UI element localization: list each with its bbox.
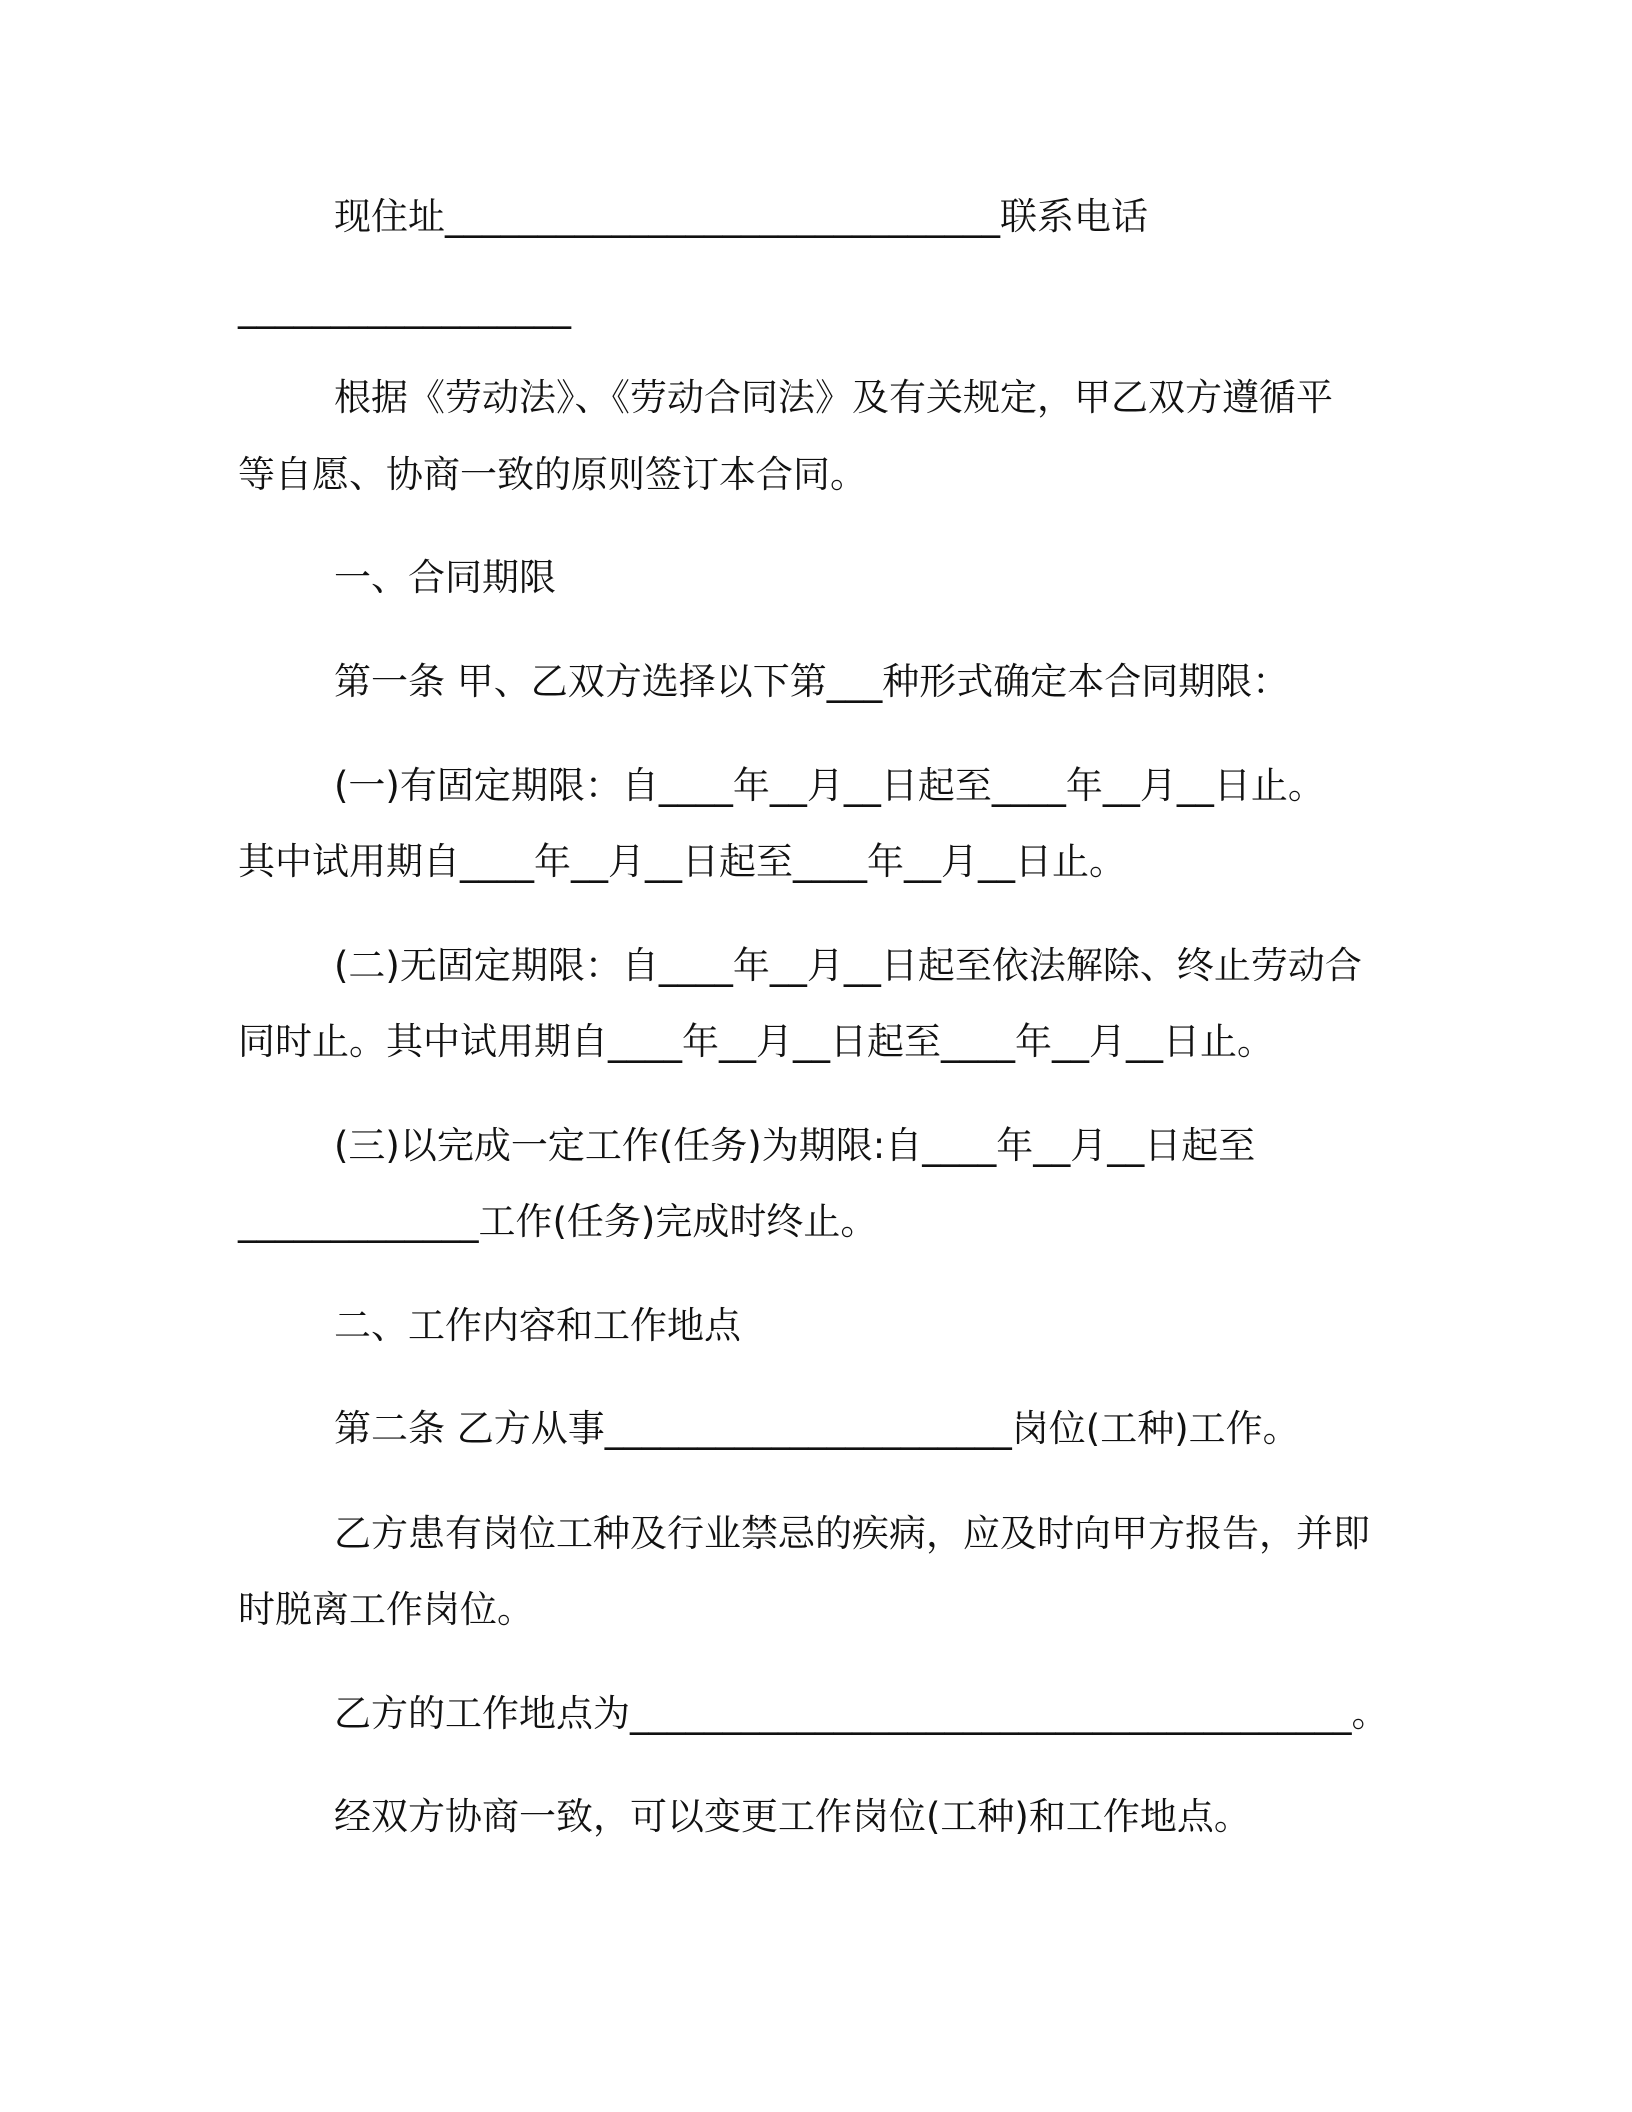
work-location-line: 乙方的工作地点为_______________________________________。	[334, 1692, 1389, 1735]
open-term-line-2: 同时止。其中试用期自____年__月__日起至____年__月__日止。	[238, 1020, 1274, 1063]
disease-clause-line-2: 时脱离工作岗位。	[238, 1588, 534, 1631]
preamble-line-2: 等自愿、协商一致的原则签订本合同。	[238, 453, 867, 496]
open-term-line-1: (二)无固定期限：自____年__月__日起至依法解除、终止劳动合	[334, 944, 1362, 987]
section-heading-contract-term: 一、合同期限	[334, 556, 556, 599]
preamble-line-1: 根据《劳动法》、《劳动合同法》及有关规定，甲乙双方遵循平	[334, 376, 1333, 419]
address-phone-line: 现住址______________________________联系电话	[334, 195, 1148, 238]
article-2: 第二条 乙方从事______________________岗位(工种)工作。	[334, 1407, 1300, 1450]
phone-blank-line: __________________	[238, 286, 571, 329]
fixed-term-line-2: 其中试用期自____年__月__日起至____年__月__日止。	[238, 840, 1126, 883]
change-clause-line: 经双方协商一致，可以变更工作岗位(工种)和工作地点。	[334, 1795, 1251, 1838]
disease-clause-line-1: 乙方患有岗位工种及行业禁忌的疾病，应及时向甲方报告，并即	[334, 1512, 1370, 1555]
task-term-line-1: (三)以完成一定工作(任务)为期限:自____年__月__日起至	[334, 1124, 1256, 1167]
article-1: 第一条 甲、乙双方选择以下第___种形式确定本合同期限：	[334, 660, 1290, 703]
fixed-term-line-1: (一)有固定期限：自____年__月__日起至____年__月__日止。	[334, 764, 1325, 807]
section-heading-work-content: 二、工作内容和工作地点	[334, 1304, 741, 1347]
task-term-line-2: _____________工作(任务)完成时终止。	[238, 1200, 878, 1243]
